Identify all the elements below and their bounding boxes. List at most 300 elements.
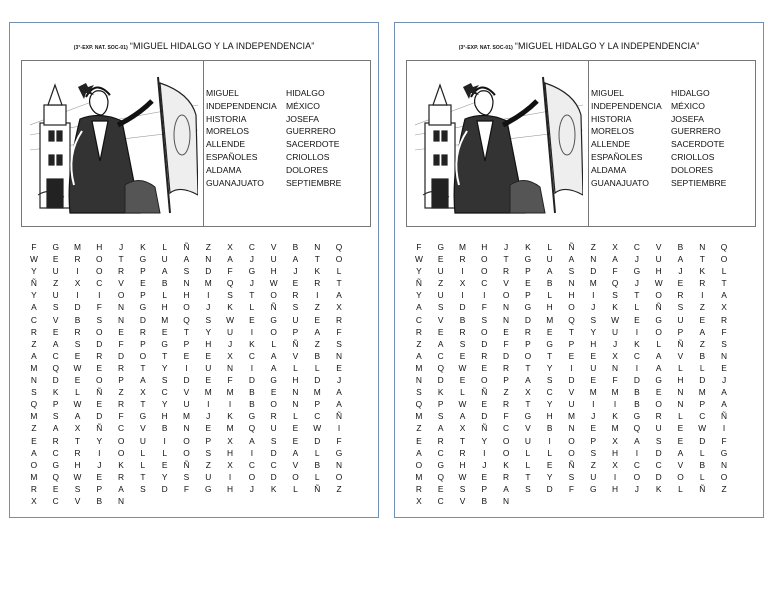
grid-letter: K	[525, 242, 531, 252]
grid-letter: H	[74, 459, 81, 470]
word-list-item: SACERDOTE	[671, 139, 725, 150]
grid-letter: L	[336, 266, 342, 277]
grid-letter: Ñ	[699, 483, 706, 494]
grid-letter: O	[248, 471, 256, 482]
grid-letter: K	[612, 411, 618, 422]
grid-letter: R	[415, 326, 422, 337]
grid-letter: C	[314, 411, 321, 422]
grid-letter: S	[677, 302, 684, 313]
grid-letter: J	[227, 338, 233, 349]
grid-letter: T	[525, 362, 531, 373]
word-list	[206, 87, 368, 189]
grid-letter: B	[546, 278, 553, 289]
grid-letter: E	[118, 326, 124, 337]
grid-letter: E	[336, 362, 342, 373]
grid-letter: Q	[226, 278, 234, 289]
grid-letter: A	[677, 447, 684, 458]
grid-letter: M	[182, 411, 190, 422]
grid-letter: M	[611, 387, 619, 398]
grid-letter: R	[314, 278, 321, 289]
grid-letter: N	[336, 459, 343, 470]
grid-letter: Z	[31, 338, 37, 349]
grid-letter: R	[503, 266, 510, 277]
grid-letter: A	[183, 254, 190, 265]
grid-letter: O	[633, 471, 641, 482]
grid-letter: C	[655, 459, 662, 470]
grid-letter: K	[227, 302, 233, 313]
grid-letter: C	[481, 278, 488, 289]
grid-letter: T	[459, 435, 466, 446]
grid-letter: O	[502, 447, 510, 458]
grid-letter: E	[52, 483, 59, 494]
grid-letter: B	[292, 242, 299, 252]
grid-letter: R	[30, 326, 37, 337]
grid-letter: U	[655, 423, 662, 434]
grid-letter: R	[503, 471, 510, 482]
grid-letter: B	[161, 278, 168, 289]
grid-letter: I	[613, 471, 617, 482]
grid-letter: L	[678, 362, 683, 373]
grid-letter: N	[503, 302, 510, 313]
grid-letter: P	[140, 338, 146, 349]
grid-letter: F	[336, 326, 342, 337]
grid-letter: N	[699, 242, 706, 252]
grid-letter: E	[677, 423, 684, 434]
grid-letter: G	[52, 242, 59, 252]
grid-letter: I	[635, 362, 639, 373]
grid-letter: G	[139, 411, 147, 422]
word-list-item: HIDALGO	[671, 88, 710, 98]
grid-letter: B	[634, 399, 640, 410]
grid-letter: L	[678, 411, 683, 422]
grid-letter: E	[437, 326, 444, 337]
grid-letter: L	[634, 302, 640, 313]
grid-letter: N	[292, 387, 299, 398]
word-list-item: INDEPENDENCIA	[591, 100, 662, 111]
grid-letter: Y	[546, 399, 553, 410]
grid-letter: B	[96, 495, 103, 506]
grid-letter: A	[655, 350, 662, 361]
grid-letter: A	[227, 254, 233, 265]
grid-letter: I	[548, 435, 551, 446]
grid-letter: O	[335, 471, 343, 482]
grid-letter: E	[140, 278, 146, 289]
grid-letter: F	[118, 411, 124, 422]
grid-letter: P	[481, 483, 488, 494]
grid-letter: K	[52, 387, 59, 398]
grid-letter: C	[52, 495, 59, 506]
grid-letter: S	[140, 483, 146, 494]
grid-letter: L	[162, 242, 168, 252]
grid-letter: L	[162, 447, 168, 458]
grid-letter: D	[248, 375, 255, 386]
grid-letter: C	[437, 495, 444, 506]
grid-letter: L	[293, 411, 298, 422]
grid-letter: T	[525, 399, 531, 410]
grid-letter: Ñ	[30, 278, 37, 289]
grid-letter: U	[590, 471, 597, 482]
grid-letter: U	[612, 326, 619, 337]
grid-letter: Q	[30, 399, 38, 410]
grid-letter: O	[183, 302, 190, 313]
grid-letter: E	[503, 326, 509, 337]
grid-letter: Ñ	[270, 302, 277, 313]
grid-letter: D	[96, 411, 103, 422]
grid-letter: E	[481, 399, 488, 410]
grid-letter: W	[414, 254, 423, 265]
grid-letter: P	[503, 375, 509, 386]
grid-letter: A	[416, 302, 422, 313]
grid-letter: A	[31, 350, 37, 361]
grid-letter: G	[720, 447, 728, 458]
grid-letter: F	[227, 266, 233, 277]
grid-letter: G	[161, 338, 168, 349]
grid-letter: R	[118, 362, 125, 373]
grid-letter: Ñ	[336, 411, 343, 422]
grid-letter: G	[205, 483, 212, 494]
grid-letter: Q	[52, 362, 59, 373]
grid-letter: T	[314, 254, 320, 265]
grid-letter: E	[292, 278, 299, 289]
grid-letter: N	[677, 399, 684, 410]
grid-letter: H	[227, 447, 234, 458]
grid-letter: K	[612, 302, 618, 313]
grid-letter: K	[655, 483, 662, 494]
grid-letter: T	[118, 254, 124, 265]
grid-letter: J	[206, 411, 211, 422]
grid-letter: T	[699, 254, 705, 265]
grid-letter: F	[721, 435, 727, 446]
grid-letter: B	[161, 423, 168, 434]
grid-letter: Z	[53, 278, 59, 289]
grid-letter: W	[73, 399, 82, 410]
grid-letter: Z	[503, 387, 509, 398]
grid-letter: M	[204, 278, 212, 289]
grid-letter: X	[459, 278, 466, 289]
grid-letter: I	[76, 290, 79, 301]
grid-letter: N	[612, 362, 619, 373]
grid-letter: E	[546, 459, 553, 470]
grid-letter: R	[437, 435, 444, 446]
grid-letter: T	[140, 471, 146, 482]
grid-letter: Ñ	[96, 423, 103, 434]
grid-letter: X	[525, 387, 531, 398]
grid-letter: I	[228, 399, 232, 410]
grid-letter: S	[612, 290, 618, 301]
grid-letter: S	[270, 435, 277, 446]
grid-letter: B	[459, 314, 466, 325]
grid-letter: E	[655, 387, 662, 398]
word-list-item: MIGUEL	[591, 88, 624, 98]
grid-letter: W	[73, 471, 82, 482]
grid-letter: Y	[96, 435, 103, 446]
grid-letter: H	[655, 266, 662, 277]
grid-letter: M	[30, 411, 38, 422]
grid-letter: G	[139, 302, 147, 313]
grid-letter: X	[612, 459, 618, 470]
grid-letter: W	[73, 362, 82, 373]
grid-letter: I	[228, 471, 232, 482]
grid-letter: M	[226, 423, 234, 434]
grid-letter: Ñ	[415, 278, 422, 289]
panel-divider	[203, 61, 204, 226]
grid-letter: O	[720, 254, 728, 265]
grid-letter: I	[570, 362, 573, 373]
grid-letter: B	[634, 387, 640, 398]
grid-letter: O	[117, 447, 125, 458]
grid-letter: N	[118, 302, 125, 313]
word-list-item: DOLORES	[671, 164, 714, 175]
grid-letter: C	[248, 350, 255, 361]
word-list-item: ALDAMA	[206, 164, 242, 175]
grid-letter: O	[481, 254, 488, 265]
grid-letter: E	[52, 326, 59, 337]
grid-letter: B	[481, 495, 488, 506]
grid-letter: C	[633, 242, 640, 252]
word-list-item: ESPAÑOLES	[206, 151, 258, 162]
grid-letter: T	[162, 350, 168, 361]
worksheet-right	[394, 22, 764, 518]
grid-letter: A	[525, 375, 531, 386]
grid-letter: G	[335, 447, 343, 458]
grid-letter: T	[721, 278, 727, 289]
grid-letter: X	[336, 302, 342, 313]
grid-letter: G	[270, 314, 277, 325]
grid-letter: R	[503, 399, 510, 410]
grid-letter: D	[590, 266, 597, 277]
grid-letter: S	[655, 435, 662, 446]
grid-letter: A	[31, 447, 37, 458]
grid-letter: O	[568, 435, 575, 446]
grid-letter: A	[118, 483, 124, 494]
grid-letter: X	[227, 242, 233, 252]
grid-letter: R	[459, 326, 466, 337]
grid-letter: Z	[416, 423, 422, 434]
grid-letter: B	[546, 423, 553, 434]
grid-letter: R	[655, 411, 662, 422]
grid-letter: A	[721, 387, 727, 398]
grid-letter: U	[546, 254, 553, 265]
grid-letter: F	[118, 338, 124, 349]
grid-letter: I	[98, 290, 101, 301]
grid-letter: C	[248, 459, 255, 470]
grid-letter: R	[292, 290, 299, 301]
grid-letter: J	[612, 338, 618, 349]
grid-letter: H	[590, 338, 597, 349]
grid-letter: Y	[416, 266, 422, 277]
grid-letter: A	[249, 435, 255, 446]
grid-letter: V	[437, 314, 444, 325]
grid-letter: Ñ	[481, 423, 488, 434]
grid-letter: E	[634, 314, 640, 325]
grid-letter: T	[249, 290, 255, 301]
grid-letter: I	[250, 326, 254, 337]
grid-letter: P	[118, 375, 124, 386]
grid-letter: I	[76, 266, 79, 277]
grid-letter: T	[74, 435, 81, 446]
grid-letter: S	[721, 338, 727, 349]
grid-letter: P	[677, 326, 684, 337]
grid-letter: C	[546, 387, 553, 398]
grid-letter: R	[503, 362, 510, 373]
grid-letter: S	[546, 375, 553, 386]
grid-letter: M	[161, 314, 169, 325]
grid-letter: K	[503, 459, 509, 470]
grid-letter: I	[250, 362, 254, 373]
grid-letter: J	[634, 483, 639, 494]
grid-letter: S	[205, 447, 212, 458]
grid-letter: K	[249, 338, 255, 349]
grid-letter: Q	[437, 471, 444, 482]
grid-letter: E	[677, 278, 684, 289]
info-panel	[406, 60, 756, 227]
grid-letter: Q	[720, 242, 728, 252]
grid-letter: S	[183, 266, 190, 277]
grid-letter: I	[250, 447, 254, 458]
grid-letter: P	[437, 399, 444, 410]
grid-letter: P	[314, 399, 321, 410]
grid-letter: U	[52, 290, 59, 301]
grid-letter: P	[699, 399, 706, 410]
grid-letter: O	[677, 471, 684, 482]
grid-letter: N	[183, 278, 190, 289]
letter-grid	[23, 241, 350, 507]
grid-letter: O	[292, 471, 299, 482]
grid-letter: D	[633, 375, 640, 386]
grid-letter: F	[227, 375, 233, 386]
grid-letter: O	[568, 447, 575, 458]
grid-letter: O	[183, 435, 190, 446]
grid-letter: W	[698, 423, 707, 434]
grid-letter: A	[612, 254, 618, 265]
grid-letter: R	[74, 326, 81, 337]
grid-letter: Y	[161, 399, 168, 410]
grid-letter: T	[525, 471, 531, 482]
grid-letter: W	[313, 423, 322, 434]
word-list-item: SEPTIEMBRE	[671, 177, 727, 188]
grid-letter: Ñ	[292, 338, 299, 349]
grid-letter: Z	[314, 338, 320, 349]
grid-letter: V	[503, 278, 509, 289]
word-list-item: JOSEFA	[671, 113, 704, 124]
grid-letter: L	[314, 362, 320, 373]
info-panel	[21, 60, 371, 227]
grid-letter: N	[503, 314, 510, 325]
grid-letter: J	[206, 302, 211, 313]
grid-letter: Y	[161, 471, 168, 482]
grid-letter: M	[567, 411, 575, 422]
grid-letter: U	[52, 266, 59, 277]
word-list-item: GUANAJUATO	[591, 177, 649, 188]
grid-letter: D	[161, 483, 168, 494]
grid-letter: S	[292, 302, 299, 313]
grid-letter: L	[699, 471, 705, 482]
word-list-item: JOSEFA	[286, 113, 319, 124]
grid-letter: R	[415, 483, 422, 494]
grid-letter: F	[612, 266, 618, 277]
grid-letter: E	[546, 326, 553, 337]
grid-letter: A	[699, 326, 706, 337]
grid-letter: I	[592, 399, 595, 410]
grid-letter: X	[31, 495, 37, 506]
grid-letter: T	[503, 254, 509, 265]
grid-letter: O	[568, 302, 575, 313]
grid-letter: X	[140, 387, 146, 398]
letter-grid	[408, 241, 735, 507]
grid-letter: W	[654, 278, 663, 289]
grid-letter: O	[96, 266, 103, 277]
grid-letter: W	[226, 314, 235, 325]
grid-letter: C	[503, 423, 510, 434]
word-list-item: ESPAÑOLES	[591, 151, 643, 162]
grid-letter: C	[437, 350, 444, 361]
grid-letter: Z	[205, 459, 211, 470]
grid-letter: H	[677, 375, 684, 386]
grid-letter: N	[314, 242, 321, 252]
grid-letter: E	[481, 362, 488, 373]
grid-letter: S	[183, 471, 190, 482]
grid-letter: N	[292, 399, 299, 410]
grid-letter: X	[459, 423, 466, 434]
grid-letter: R	[30, 483, 37, 494]
grid-letter: Z	[314, 302, 320, 313]
grid-letter: L	[314, 471, 320, 482]
word-list-item: GUANAJUATO	[206, 177, 264, 188]
grid-letter: I	[461, 290, 464, 301]
grid-letter: R	[459, 254, 466, 265]
grid-letter: J	[118, 242, 124, 252]
grid-letter: L	[547, 447, 553, 458]
grid-letter: P	[52, 399, 59, 410]
grid-letter: C	[437, 447, 444, 458]
grid-letter: I	[98, 447, 101, 458]
grid-letter: J	[249, 278, 254, 289]
grid-letter: P	[140, 266, 146, 277]
grid-letter: C	[270, 459, 277, 470]
grid-letter: M	[546, 314, 554, 325]
grid-letter: E	[74, 350, 81, 361]
grid-letter: Ñ	[721, 411, 728, 422]
grid-letter: D	[568, 375, 575, 386]
grid-letter: O	[481, 375, 488, 386]
grid-letter: C	[52, 350, 59, 361]
grid-letter: L	[678, 483, 683, 494]
hidalgo-illustration	[30, 75, 198, 215]
grid-letter: H	[459, 459, 466, 470]
grid-letter: I	[613, 399, 617, 410]
grid-letter: I	[592, 290, 595, 301]
grid-letter: N	[205, 254, 212, 265]
grid-letter: V	[118, 278, 124, 289]
grid-letter: U	[183, 399, 190, 410]
word-list-item: DOLORES	[286, 164, 329, 175]
grid-letter: H	[96, 242, 103, 252]
grid-letter: T	[336, 278, 342, 289]
worksheet-title-text: “MIGUEL HIDALGO Y LA INDEPENDENCIA”	[129, 41, 315, 51]
grid-letter: T	[634, 290, 640, 301]
grid-letter: D	[183, 375, 190, 386]
grid-letter: J	[503, 242, 509, 252]
grid-letter: E	[590, 350, 597, 361]
grid-letter: G	[633, 266, 641, 277]
grid-letter: L	[75, 387, 80, 398]
grid-letter: R	[118, 399, 125, 410]
grid-letter: A	[634, 435, 640, 446]
grid-letter: F	[416, 242, 422, 252]
grid-letter: M	[204, 387, 212, 398]
grid-letter: S	[74, 483, 81, 494]
grid-letter: W	[269, 278, 278, 289]
